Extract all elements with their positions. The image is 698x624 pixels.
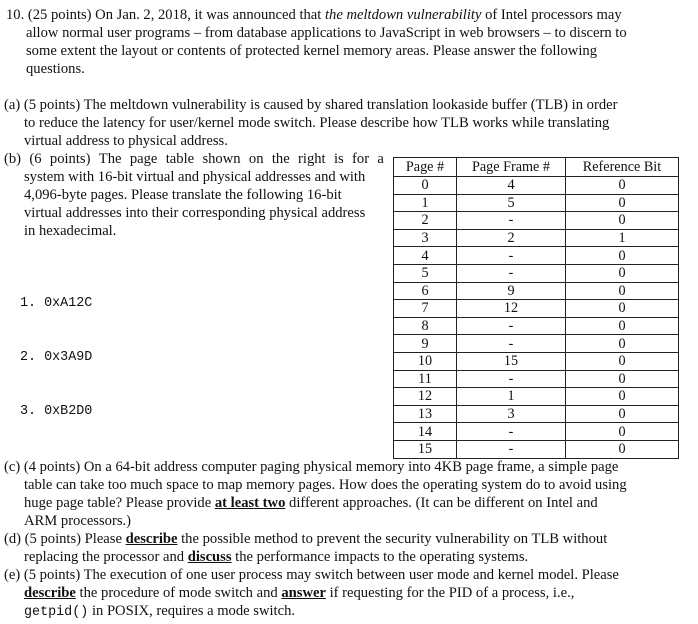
- word: The: [98, 151, 122, 167]
- cell-page-frame: 4: [457, 177, 566, 195]
- page-table-row: [394, 388, 679, 406]
- part-e: [4, 566, 688, 622]
- question-line-2: allow normal user programs – from database applications to JavaScript in web browsers – to discern to: [26, 25, 627, 41]
- page-table-row: [394, 335, 679, 353]
- cell-page-number: 12: [394, 388, 457, 406]
- part-d-line-2: replacing the processor and discuss the performance impacts to the operating systems.: [24, 549, 529, 565]
- cell-reference-bit: 0: [566, 282, 679, 300]
- cell-page-frame: 12: [457, 300, 566, 318]
- word: points): [49, 151, 91, 167]
- cell-page-number: 13: [394, 405, 457, 423]
- cell-page-frame: 9: [457, 282, 566, 300]
- cell-reference-bit: 0: [566, 440, 679, 458]
- cell-reference-bit: 0: [566, 212, 679, 230]
- cell-page-frame: 2: [457, 229, 566, 247]
- part-d: [4, 530, 688, 566]
- word: table: [165, 151, 195, 167]
- part-e-line-1: (e) (5 points) The execution of one user process may switch between user mode and kernel model. Please: [4, 567, 619, 583]
- page-table-row: [394, 423, 679, 441]
- part-b-line-1: [4, 150, 384, 168]
- part-e-line-3: getpid() in POSIX, requires a mode switch.: [24, 603, 296, 620]
- page-table-body: [394, 177, 679, 459]
- question-line-1: 10. (25 points) On Jan. 2, 2018, it was announced that the meltdown vulnerability of Intel processors may: [6, 7, 622, 23]
- page-table: [393, 157, 679, 459]
- cell-page-frame: -: [457, 335, 566, 353]
- word: for: [352, 151, 370, 167]
- header-page-frame: Page Frame #: [457, 158, 566, 177]
- cell-page-number: 1: [394, 194, 457, 212]
- cell-page-number: 0: [394, 177, 457, 195]
- page-table-header-row: [394, 158, 679, 177]
- cell-page-number: 10: [394, 352, 457, 370]
- cell-reference-bit: 0: [566, 247, 679, 265]
- question-10: [6, 6, 674, 78]
- cell-page-frame: 15: [457, 352, 566, 370]
- page-table-row: [394, 194, 679, 212]
- header-reference-bit: Reference Bit: [566, 158, 679, 177]
- page-table-row: [394, 229, 679, 247]
- cell-page-number: 15: [394, 440, 457, 458]
- cell-page-number: 5: [394, 264, 457, 282]
- cell-page-number: 3: [394, 229, 457, 247]
- part-c: [4, 458, 688, 530]
- address-item: 2. 0x3A9D: [20, 350, 93, 365]
- cell-reference-bit: 0: [566, 423, 679, 441]
- page-table-row: [394, 352, 679, 370]
- cell-page-number: 11: [394, 370, 457, 388]
- cell-reference-bit: 0: [566, 370, 679, 388]
- part-a-line-2: to reduce the latency for user/kernel mode switch. Please describe how TLB works while translating: [24, 115, 610, 131]
- cell-page-number: 6: [394, 282, 457, 300]
- cell-reference-bit: 0: [566, 388, 679, 406]
- part-d-line-1: (d) (5 points) Please describe the possible method to prevent the security vulnerability on TLB without: [4, 531, 608, 547]
- meltdown-emphasis: the meltdown vulnerability: [325, 7, 482, 23]
- page-table-row: [394, 247, 679, 265]
- page-table-row: [394, 317, 679, 335]
- page-table-row: [394, 370, 679, 388]
- part-b: [4, 150, 384, 240]
- word: the: [271, 151, 290, 167]
- cell-page-number: 9: [394, 335, 457, 353]
- page-table-row: [394, 264, 679, 282]
- cell-reference-bit: 0: [566, 352, 679, 370]
- cell-page-frame: -: [457, 212, 566, 230]
- code-getpid: getpid(): [24, 605, 89, 620]
- word: page: [129, 151, 158, 167]
- address-list: [20, 259, 92, 457]
- word: (b): [4, 151, 22, 167]
- address-item: 3. 0xB2D0: [20, 404, 93, 419]
- word: right: [298, 151, 326, 167]
- cell-page-frame: -: [457, 370, 566, 388]
- emphasis-discuss: discuss: [187, 549, 232, 565]
- part-b-line-2: system with 16-bit virtual and physical addresses and with: [24, 169, 366, 185]
- word: (6: [29, 151, 42, 167]
- part-b-line-5: in hexadecimal.: [24, 223, 117, 239]
- cell-page-number: 14: [394, 423, 457, 441]
- page-table-row: [394, 282, 679, 300]
- cell-page-number: 2: [394, 212, 457, 230]
- part-a-line-1: (a) (5 points) The meltdown vulnerability is caused by shared translation lookaside buffer (TLB) in order: [4, 97, 618, 113]
- part-b-line-3: 4,096-byte pages. Please translate the following 16-bit: [24, 187, 342, 203]
- word: on: [248, 151, 264, 167]
- question-line-4: questions.: [26, 61, 85, 77]
- cell-reference-bit: 0: [566, 300, 679, 318]
- page-table-row: [394, 212, 679, 230]
- part-b-line-4: virtual addresses into their corresponding physical address: [24, 205, 366, 221]
- cell-reference-bit: 0: [566, 177, 679, 195]
- cell-page-frame: 3: [457, 405, 566, 423]
- emphasis-describe: describe: [24, 585, 76, 601]
- word: shown: [202, 151, 241, 167]
- part-c-line-2: table can take too much space to map memory pages. How does the operating system do to avoid using: [24, 477, 627, 493]
- part-a: [4, 96, 684, 150]
- part-e-line-2: describe the procedure of mode switch and answer if requesting for the PID of a process, i.e.,: [24, 585, 575, 601]
- cell-page-frame: 5: [457, 194, 566, 212]
- page-table-row: [394, 440, 679, 458]
- part-a-line-3: virtual address to physical address.: [24, 133, 228, 149]
- word: a: [377, 151, 384, 167]
- cell-page-frame: 1: [457, 388, 566, 406]
- address-item: 1. 0xA12C: [20, 296, 93, 311]
- cell-page-number: 7: [394, 300, 457, 318]
- word: is: [333, 151, 344, 167]
- part-c-line-3: huge page table? Please provide at least two different approaches. (It can be different on Intel and: [24, 495, 598, 511]
- cell-reference-bit: 0: [566, 264, 679, 282]
- cell-reference-bit: 1: [566, 229, 679, 247]
- cell-reference-bit: 0: [566, 194, 679, 212]
- question-line-3: some extent the layout or contents of protected kernel memory areas. Please answer the following: [26, 43, 597, 59]
- part-c-line-1: (c) (4 points) On a 64-bit address computer paging physical memory into 4KB page frame, a simple page: [4, 459, 619, 475]
- header-page-number: Page #: [394, 158, 457, 177]
- cell-reference-bit: 0: [566, 405, 679, 423]
- cell-page-frame: -: [457, 423, 566, 441]
- cell-page-frame: -: [457, 317, 566, 335]
- emphasis-answer: answer: [281, 585, 326, 601]
- emphasis-describe: describe: [125, 531, 178, 547]
- cell-page-number: 4: [394, 247, 457, 265]
- cell-page-frame: -: [457, 440, 566, 458]
- cell-reference-bit: 0: [566, 317, 679, 335]
- page-table-row: [394, 177, 679, 195]
- page-table-row: [394, 405, 679, 423]
- cell-reference-bit: 0: [566, 335, 679, 353]
- emphasis-at-least-two: at least two: [214, 495, 286, 511]
- page-table-row: [394, 300, 679, 318]
- part-c-line-4: ARM processors.): [24, 513, 132, 529]
- cell-page-frame: -: [457, 264, 566, 282]
- cell-page-frame: -: [457, 247, 566, 265]
- cell-page-number: 8: [394, 317, 457, 335]
